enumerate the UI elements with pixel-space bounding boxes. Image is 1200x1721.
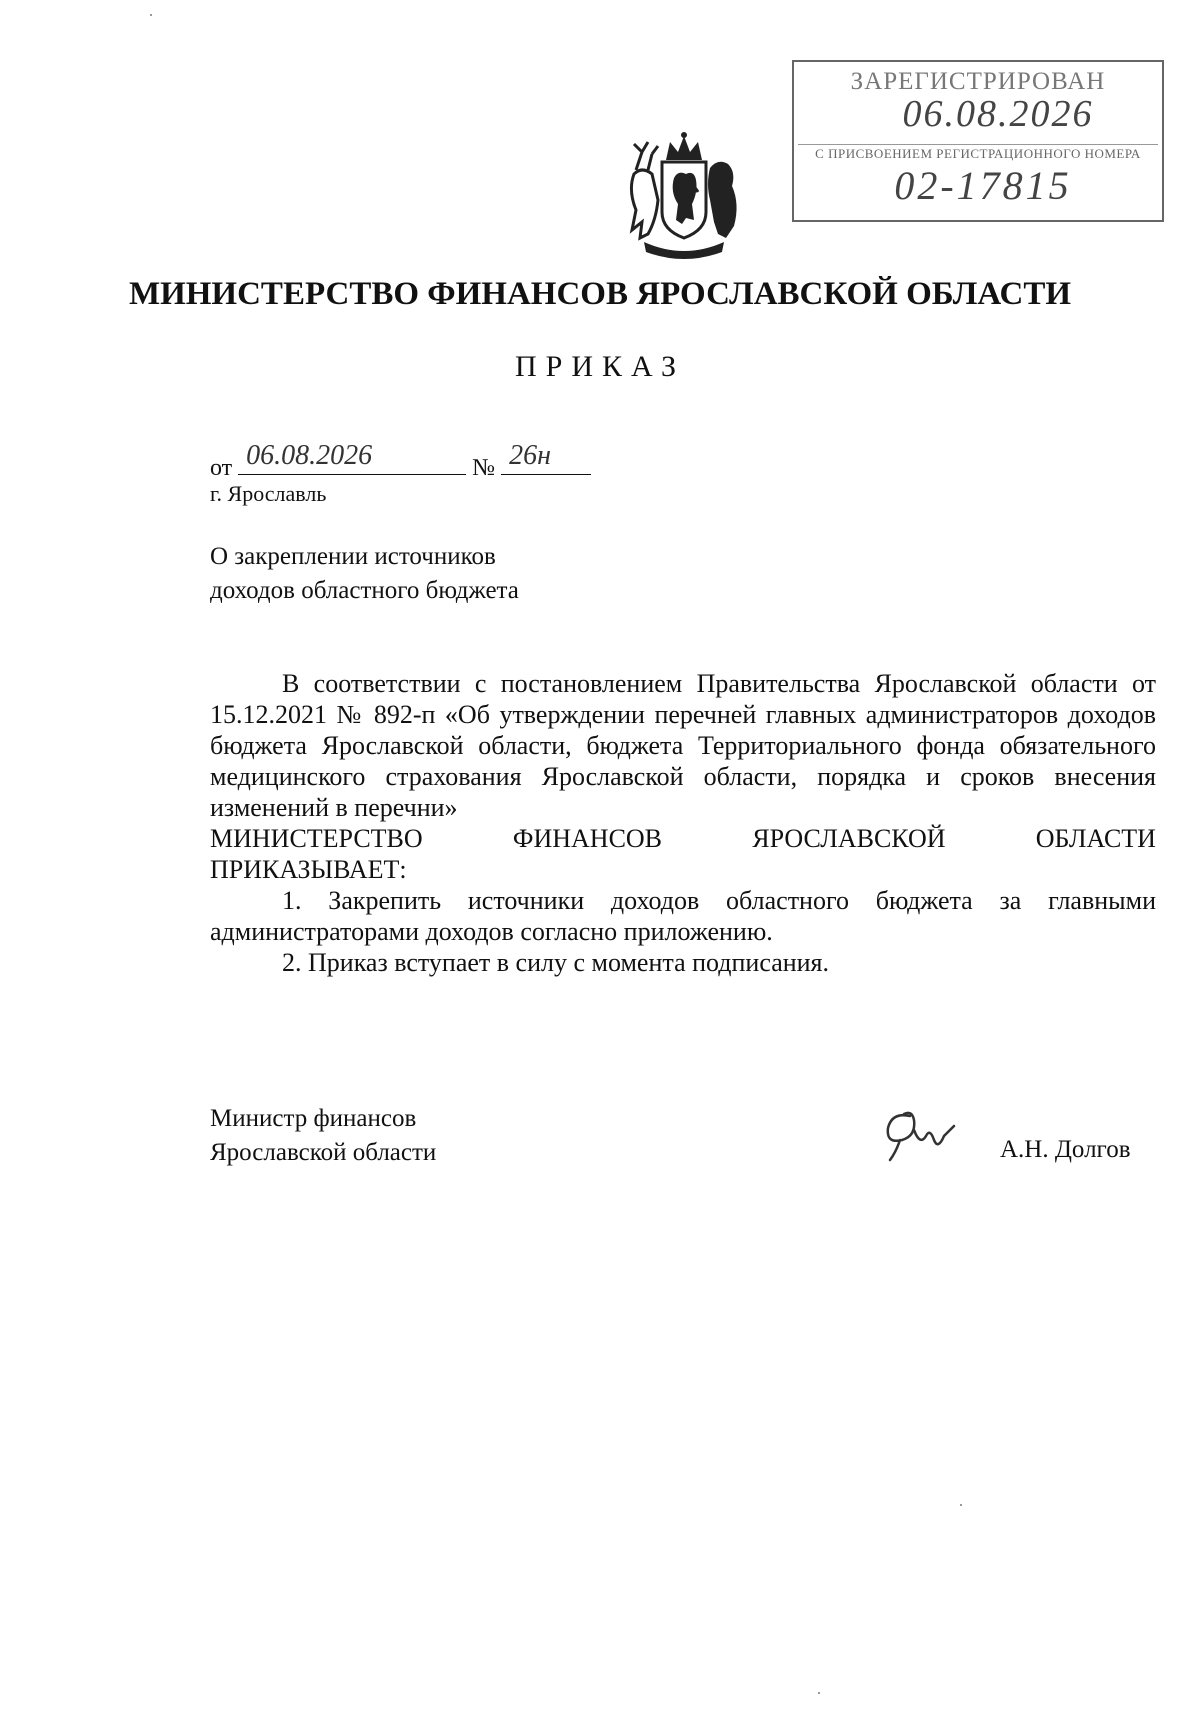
date-prefix: от [210, 455, 233, 481]
order-dateline [210, 440, 591, 482]
city: г. Ярославль [210, 481, 327, 506]
document-type: ПРИКАЗ [515, 350, 685, 383]
ministry-word-1: МИНИСТЕРСТВО [210, 824, 423, 853]
scan-speck [150, 14, 152, 16]
order-subject [210, 540, 519, 608]
subject-line-2: доходов областного бюджета [210, 577, 519, 604]
handwritten-number: 26н [509, 440, 551, 471]
date-blank [238, 440, 466, 475]
ministry-word-2: ФИНАНСОВ [512, 824, 663, 853]
order-item-1: 1. Закрепить источники доходов областного бюджета за главными администраторами доходов согласно приложению. [210, 886, 1156, 946]
order-item-2: 2. Приказ вступает в силу с момента подписания. [282, 948, 830, 977]
handwritten-signature [880, 1106, 960, 1162]
order-body [210, 668, 1156, 978]
number-prefix: № [472, 455, 496, 481]
ministry-title: МИНИСТЕРСТВО ФИНАНСОВ ЯРОСЛАВСКОЙ ОБЛАСТИ [128, 276, 1072, 312]
orders-word: ПРИКАЗЫВАЕТ: [210, 855, 407, 884]
stamp-registered-label: ЗАРЕГИСТРИРОВАН [850, 68, 1106, 95]
ministry-word-4: ОБЛАСТИ [1035, 824, 1156, 853]
preamble: В соответствии с постановлением Правительства Ярославской области от 15.12.2021 № 892-п «Об утверждении перечней главных администраторов доходов бюджета Ярославской области, бюджета Территориального фонда обязательного медицинского страхования Ярославской области, порядка и сроков внесения изменений в перечни» [210, 669, 1156, 822]
stamp-date: 06.08.2026 [902, 93, 1094, 135]
registration-stamp [792, 60, 1164, 222]
scan-speck [960, 1504, 962, 1506]
coat-of-arms-icon [622, 130, 746, 262]
ministry-word-3: ЯРОСЛАВСКОЙ [752, 824, 946, 853]
signatory-name: А.Н. Долгов [1000, 1136, 1131, 1163]
subject-line-1: О закреплении источников [210, 543, 496, 570]
scan-speck [818, 1692, 820, 1694]
stamp-divider [798, 144, 1158, 145]
ministry-line [210, 823, 1156, 854]
number-blank [501, 440, 591, 475]
signatory-position [210, 1102, 436, 1170]
stamp-number: 02-17815 [894, 163, 1072, 208]
position-line-2: Ярославской области [210, 1139, 437, 1166]
position-line-1: Министр финансов [210, 1105, 417, 1132]
handwritten-date: 06.08.2026 [246, 440, 373, 471]
stamp-number-label: С ПРИСВОЕНИЕМ РЕГИСТРАЦИОННОГО НОМЕРА [815, 146, 1141, 161]
